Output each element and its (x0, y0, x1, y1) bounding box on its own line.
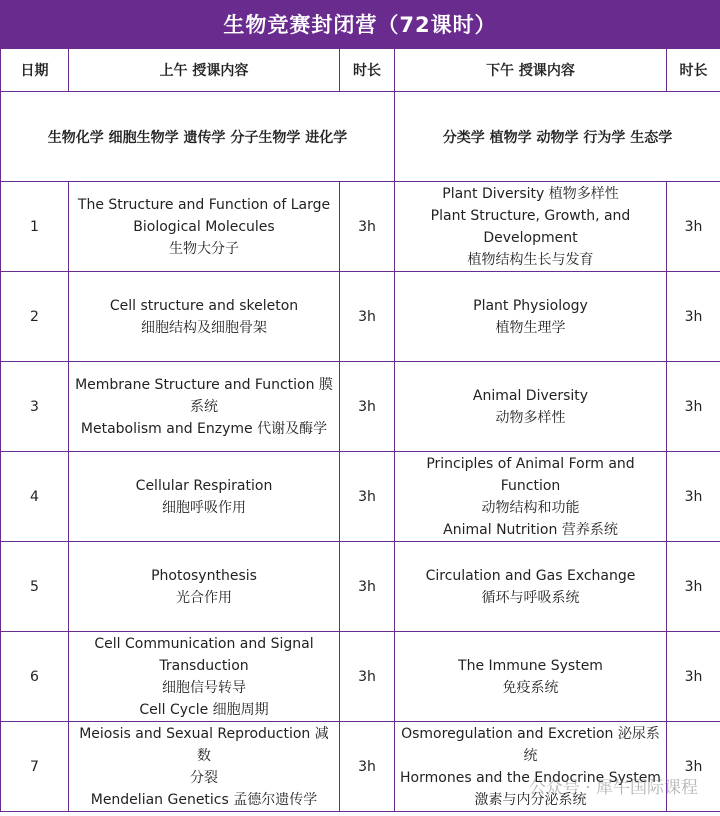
afternoon-cell (395, 452, 667, 542)
cell-line: Development (483, 229, 578, 246)
morning-cell (69, 182, 340, 272)
cell-line: Cell Cycle 细胞周期 (139, 701, 269, 718)
header-duration-afternoon: 时长 (667, 49, 720, 92)
duration-cell: 3h (340, 632, 395, 722)
cell-line: Metabolism and Enzyme 代谢及酶学 (80, 420, 328, 437)
morning-topics: 生物化学 细胞生物学 遗传学 分子生物学 进化学 (1, 92, 395, 182)
duration-cell: 3h (340, 542, 395, 632)
cell-line: Membrane Structure and Function 膜 (75, 376, 333, 393)
cell-line: 免疫系统 (502, 679, 559, 696)
topic-row (1, 92, 720, 182)
duration-cell: 3h (667, 182, 720, 272)
afternoon-cell (395, 362, 667, 452)
cell-line: Circulation and Gas Exchange (425, 567, 636, 584)
day-cell: 2 (1, 272, 69, 362)
duration-cell: 3h (667, 632, 720, 722)
morning-cell (69, 632, 340, 722)
duration-cell: 3h (340, 272, 395, 362)
morning-cell (69, 542, 340, 632)
table-row (1, 632, 720, 722)
morning-cell (69, 362, 340, 452)
cell-line: 统 (523, 747, 538, 764)
cell-line: 系统 (190, 398, 218, 415)
header-day: 日期 (1, 49, 69, 92)
cell-line: Plant Physiology (473, 297, 588, 314)
header-afternoon: 下午 授课内容 (395, 49, 667, 92)
day-cell: 4 (1, 452, 69, 542)
header-row (1, 49, 720, 92)
cell-line: 激素与内分泌系统 (474, 791, 587, 808)
table-row (1, 542, 720, 632)
afternoon-cell (395, 542, 667, 632)
morning-cell (69, 272, 340, 362)
cell-line: 生物大分子 (169, 240, 239, 257)
cell-line: Principles of Animal Form and (426, 455, 635, 472)
header-morning: 上午 授课内容 (69, 49, 340, 92)
duration-cell: 3h (667, 722, 720, 812)
duration-cell: 3h (667, 452, 720, 542)
afternoon-cell (395, 632, 667, 722)
cell-line: Transduction (159, 657, 249, 674)
cell-line: Function (500, 477, 561, 494)
cell-line: 细胞结构及细胞骨架 (141, 319, 267, 336)
duration-cell: 3h (340, 362, 395, 452)
table-row (1, 272, 720, 362)
cell-line: 分裂 (190, 769, 218, 786)
afternoon-topics: 分类学 植物学 动物学 行为学 生态学 (395, 92, 720, 182)
morning-cell (69, 452, 340, 542)
duration-cell: 3h (667, 272, 720, 362)
cell-line: Meiosis and Sexual Reproduction 减数 (79, 725, 329, 764)
cell-line: 细胞信号转导 (162, 679, 246, 696)
cell-line: 植物结构生长与发育 (467, 251, 594, 268)
table-row (1, 722, 720, 812)
cell-line: Animal Nutrition 营养系统 (443, 521, 618, 538)
duration-cell: 3h (340, 452, 395, 542)
cell-line: The Structure and Function of Large (77, 196, 331, 213)
day-cell: 6 (1, 632, 69, 722)
cell-line: 细胞呼吸作用 (162, 499, 246, 516)
cell-line: Hormones and the Endocrine System (400, 769, 661, 786)
cell-line: Mendelian Genetics 孟德尔遗传学 (90, 791, 318, 808)
schedule-table (0, 48, 720, 812)
cell-line: Cell structure and skeleton (109, 297, 299, 314)
cell-line: Plant Diversity 植物多样性 (442, 185, 619, 202)
table-row (1, 182, 720, 272)
cell-line: Cell Communication and Signal (94, 635, 314, 652)
table-row (1, 452, 720, 542)
duration-cell: 3h (667, 362, 720, 452)
cell-line: Photosynthesis (151, 567, 257, 584)
cell-line: 光合作用 (176, 589, 232, 606)
cell-line: The Immune System (458, 657, 603, 674)
morning-cell (69, 722, 340, 812)
duration-cell: 3h (340, 182, 395, 272)
cell-line: 动物多样性 (495, 409, 566, 426)
header-duration-morning: 时长 (340, 49, 395, 92)
cell-line: Plant Structure, Growth, and (430, 207, 631, 224)
cell-line: 动物结构和功能 (481, 499, 580, 516)
afternoon-cell (395, 182, 667, 272)
day-cell: 7 (1, 722, 69, 812)
duration-cell: 3h (340, 722, 395, 812)
duration-cell: 3h (667, 542, 720, 632)
table-row (1, 362, 720, 452)
cell-line: Biological Molecules (133, 218, 275, 235)
cell-line: 植物生理学 (495, 319, 566, 336)
cell-line: Animal Diversity (472, 387, 589, 404)
afternoon-cell (395, 722, 667, 812)
cell-line: Osmoregulation and Excretion 泌尿系 (401, 725, 660, 742)
day-cell: 1 (1, 182, 69, 272)
day-cell: 5 (1, 542, 69, 632)
page-title: 生物竞赛封闭营（72课时） (0, 0, 720, 48)
cell-line: 循环与呼吸系统 (481, 589, 580, 606)
afternoon-cell (395, 272, 667, 362)
day-cell: 3 (1, 362, 69, 452)
watermark: 公众号 · 犀牛国际课程 (528, 778, 698, 798)
cell-line: Cellular Respiration (135, 477, 273, 494)
